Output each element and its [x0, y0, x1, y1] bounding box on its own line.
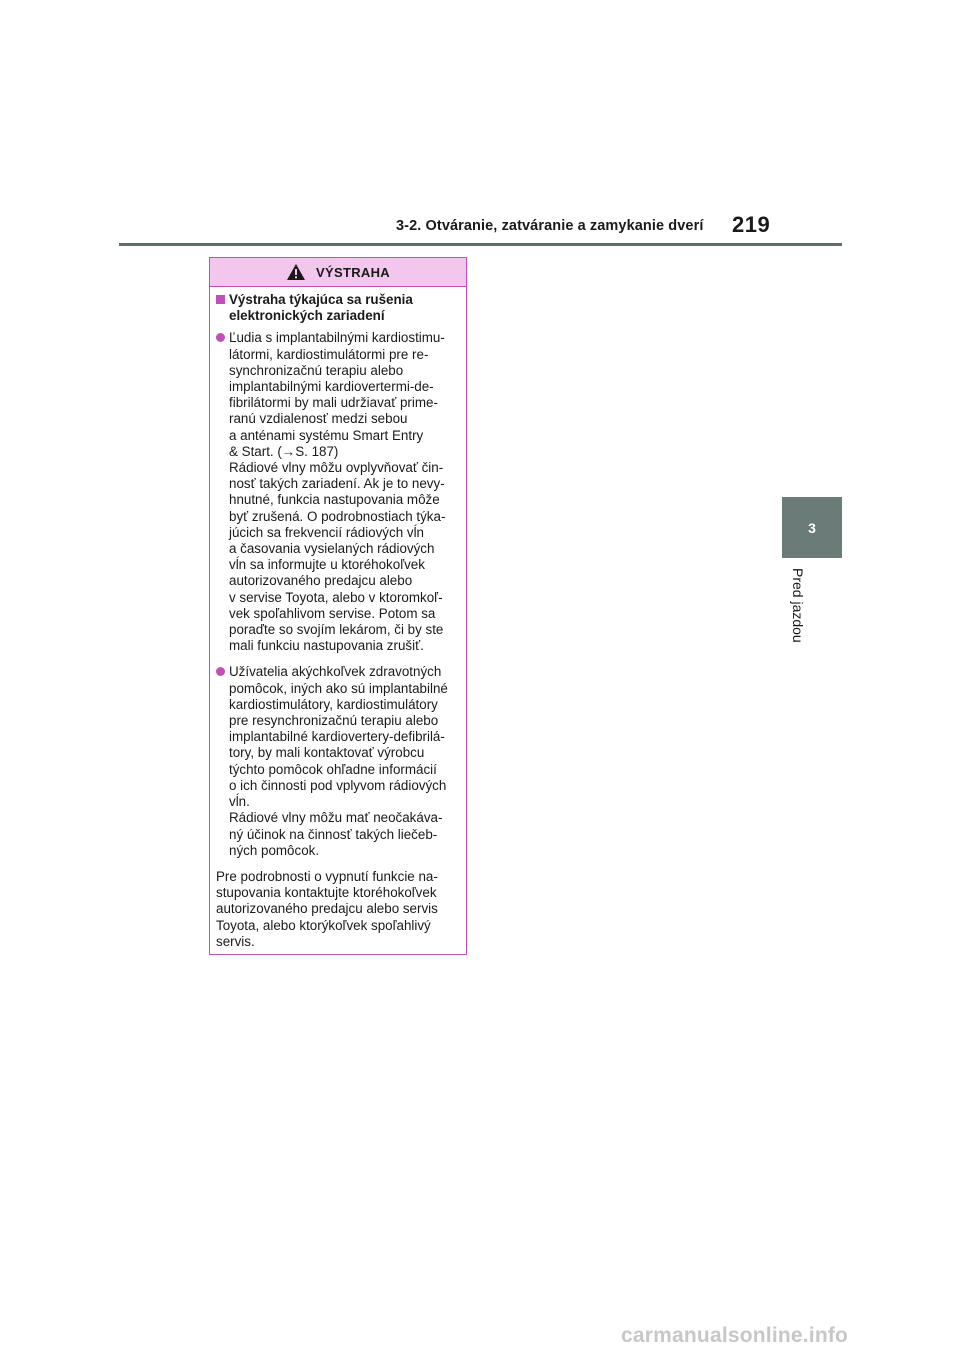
- page-number: 219: [732, 212, 771, 237]
- warning-header: [210, 258, 466, 287]
- text-line: hnutné, funkcia nastupovania môže: [229, 492, 440, 508]
- bullet-item-implants: [216, 330, 461, 654]
- text-line: Rádiové vlny môžu mať neočakáva-: [229, 810, 443, 826]
- text-line: a anténami systému Smart Entry: [229, 427, 424, 443]
- text-line: Pre podrobnosti o vypnutí funkcie na-: [216, 868, 438, 884]
- text-line: kardiostimulátory, kardiostimulátory: [229, 696, 438, 712]
- text-line: autorizovaného predajcu alebo: [229, 573, 413, 589]
- text-line: Užívatelia akýchkoľvek zdravotných: [229, 664, 442, 680]
- round-bullet-icon: [216, 667, 225, 676]
- text-line: fibrilátormi by mali udržiavať prime-: [229, 395, 438, 411]
- text-line: ný účinok na činnosť takých liečeb-: [229, 826, 438, 842]
- warning-triangle-icon: [286, 263, 306, 281]
- warning-heading: [216, 292, 461, 324]
- text-line: nosť takých zariadení. Ak je to nevy-: [229, 476, 445, 492]
- chapter-tab: [782, 497, 842, 558]
- text-line: pomôcok, iných ako sú implantabilné: [229, 680, 448, 696]
- text-line: v servise Toyota, alebo v ktoromkoľ-: [229, 589, 443, 605]
- text-line: a časovania vysielaných rádiových: [229, 541, 435, 557]
- text-line: vek spoľahlivom servise. Potom sa: [229, 605, 436, 621]
- text-line: poraďte so svojím lekárom, či by ste: [229, 622, 444, 638]
- text-line: vĺn.: [229, 794, 250, 810]
- warning-body: [210, 287, 466, 950]
- text-line: Toyota, alebo ktorýkoľvek spoľahlivý: [216, 917, 431, 933]
- heading-line: Výstraha týkajúca sa rušenia: [229, 292, 413, 307]
- square-bullet-icon: [216, 295, 225, 304]
- text-line: implantabilné kardiovertery-defibrilá-: [229, 729, 445, 745]
- text-line: o ich činnosti pod vplyvom rádiových: [229, 777, 447, 793]
- chapter-title: Pred jazdou: [790, 568, 806, 643]
- text-line: vĺn sa informujte u ktoréhokoľvek: [229, 557, 425, 573]
- heading-line: elektronických zariadení: [229, 308, 385, 324]
- text-line: synchronizačnú terapiu alebo: [229, 362, 404, 378]
- text-line: Ľudia s implantabilnými kardiostimu-: [229, 330, 445, 346]
- header-divider: [119, 243, 842, 246]
- text-line: ranú vzdialenosť medzi sebou: [229, 411, 408, 427]
- text-line: mali funkciu nastupovania zrušiť.: [229, 638, 424, 654]
- section-title: 3-2. Otváranie, zatváranie a zamykanie dverí: [396, 218, 704, 234]
- warning-title: VÝSTRAHA: [316, 264, 390, 280]
- text-line: júcich sa frekvencií rádiových vĺn: [229, 524, 424, 540]
- text-line: autorizovaného predajcu alebo servis: [216, 901, 438, 917]
- text-line: Rádiové vlny môžu ovplyvňovať čin-: [229, 460, 444, 476]
- text-line: & Start. (→S. 187): [229, 443, 339, 459]
- text-line: implantabilnými kardiovertermi-de-: [229, 379, 434, 395]
- text-line: byť zrušená. O podrobnostiach týka-: [229, 508, 446, 524]
- chapter-number: 3: [808, 519, 816, 536]
- round-bullet-icon: [216, 333, 225, 342]
- warning-box: [209, 257, 467, 955]
- text-line: servis.: [216, 933, 255, 949]
- text-line: tory, by mali kontaktovať výrobcu: [229, 745, 425, 761]
- text-line: týchto pomôcok ohľadne informácií: [229, 761, 437, 777]
- bullet-item-medical-devices: [216, 664, 461, 858]
- text-line: stupovania kontaktujte ktoréhokoľvek: [216, 885, 437, 901]
- text-line: látormi, kardiostimulátormi pre re-: [229, 346, 429, 362]
- watermark: carmanualsonline.info: [621, 1324, 849, 1347]
- warning-footer-text: [216, 869, 461, 950]
- text-line: pre resynchronizačnú terapiu alebo: [229, 713, 439, 729]
- text-line: ných pomôcok.: [229, 842, 320, 858]
